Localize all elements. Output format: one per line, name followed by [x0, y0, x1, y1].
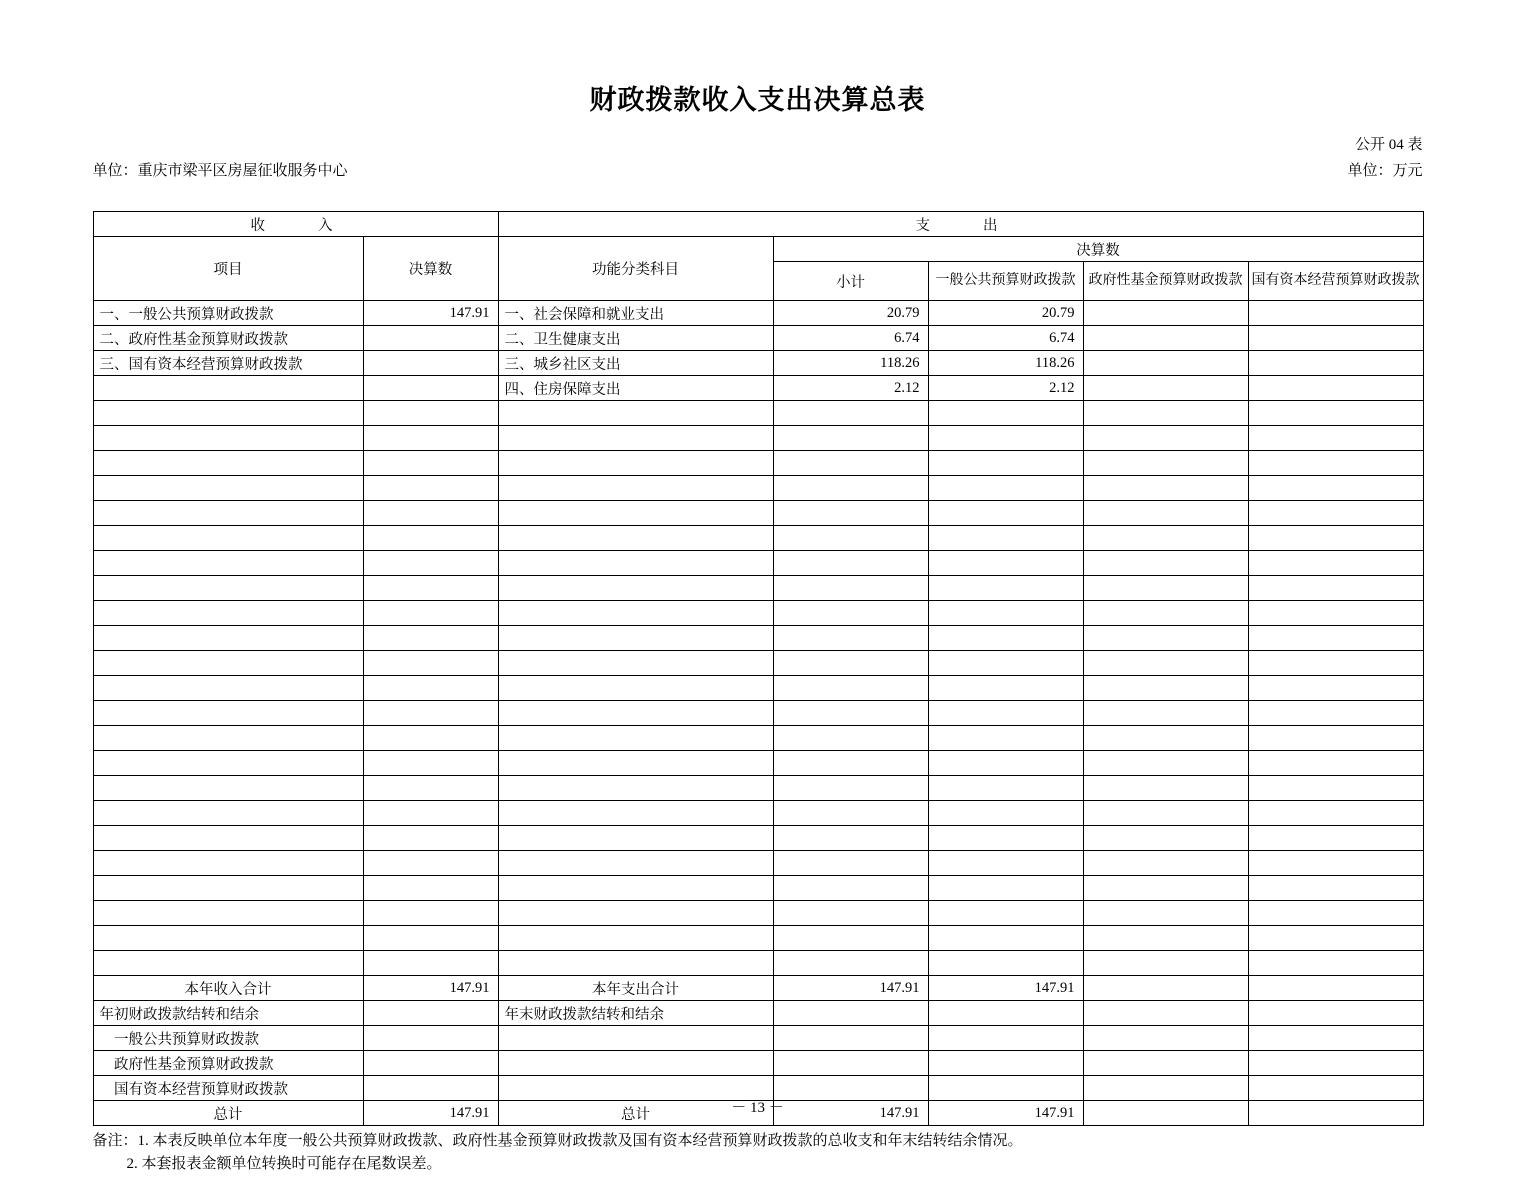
- blank-cell: [363, 501, 498, 526]
- grand-total-general: 147.91: [928, 1101, 1083, 1126]
- blank-cell: [93, 701, 363, 726]
- blank-cell: [498, 676, 773, 701]
- carryover-subtotal: [773, 1001, 928, 1026]
- carryover-income-label: 年初财政拨款结转和结余: [93, 1001, 363, 1026]
- blank-cell: [93, 776, 363, 801]
- blank-cell: [1248, 926, 1423, 951]
- table-notes: [93, 1130, 1423, 1177]
- unit-amount: 单位：万元: [1347, 163, 1423, 179]
- blank-cell: [928, 601, 1083, 626]
- blank-cell: [1248, 451, 1423, 476]
- blank-cell: [498, 901, 773, 926]
- table-row-blank: [93, 726, 1423, 751]
- blank-cell: [498, 801, 773, 826]
- carryover-fund: [1083, 1026, 1248, 1051]
- blank-cell: [928, 451, 1083, 476]
- carryover-expense-label: 年末财政拨款结转和结余: [498, 1001, 773, 1026]
- blank-cell: [1248, 701, 1423, 726]
- blank-cell: [1083, 576, 1248, 601]
- expense-capital: [1248, 301, 1423, 326]
- blank-cell: [363, 651, 498, 676]
- blank-cell: [93, 601, 363, 626]
- blank-cell: [773, 751, 928, 776]
- income-total-label: 本年收入合计: [93, 976, 363, 1001]
- blank-cell: [1083, 676, 1248, 701]
- blank-cell: [498, 826, 773, 851]
- table-row-blank: [93, 576, 1423, 601]
- expense-subtotal: 118.26: [773, 351, 928, 376]
- blank-cell: [928, 501, 1083, 526]
- blank-cell: [928, 651, 1083, 676]
- blank-cell: [928, 901, 1083, 926]
- table-row-blank: [93, 451, 1423, 476]
- expense-item: 四、住房保障支出: [498, 376, 773, 401]
- document-page: [0, 78, 1515, 1173]
- blank-cell: [363, 551, 498, 576]
- blank-cell: [498, 726, 773, 751]
- blank-cell: [1083, 926, 1248, 951]
- blank-cell: [1083, 651, 1248, 676]
- blank-cell: [498, 951, 773, 976]
- table-row-subheader-1: [93, 237, 1423, 262]
- carryover-capital: [1248, 1001, 1423, 1026]
- blank-cell: [363, 576, 498, 601]
- blank-cell: [93, 651, 363, 676]
- header-general-public: 一般公共预算财政拨款: [928, 262, 1083, 301]
- blank-cell: [363, 676, 498, 701]
- table-row-blank: [93, 476, 1423, 501]
- blank-cell: [363, 601, 498, 626]
- blank-cell: [93, 826, 363, 851]
- blank-cell: [1248, 626, 1423, 651]
- expense-subtotal: 6.74: [773, 326, 928, 351]
- blank-cell: [498, 601, 773, 626]
- blank-cell: [773, 576, 928, 601]
- expense-capital: [1248, 351, 1423, 376]
- table-row-blank: [93, 501, 1423, 526]
- page-number: － 13 －: [731, 1100, 784, 1116]
- blank-cell: [93, 801, 363, 826]
- blank-cell: [1083, 551, 1248, 576]
- header-expense-group: 支 出: [498, 212, 1423, 237]
- blank-cell: [928, 676, 1083, 701]
- table-row-blank: [93, 901, 1423, 926]
- blank-cell: [363, 826, 498, 851]
- blank-cell: [773, 451, 928, 476]
- blank-cell: [1248, 601, 1423, 626]
- blank-cell: [928, 401, 1083, 426]
- blank-cell: [773, 401, 928, 426]
- blank-cell: [1083, 501, 1248, 526]
- expense-fund: [1083, 376, 1248, 401]
- blank-cell: [1248, 801, 1423, 826]
- grand-total-income-value: 147.91: [363, 1101, 498, 1126]
- blank-cell: [928, 876, 1083, 901]
- blank-cell: [928, 551, 1083, 576]
- blank-cell: [498, 426, 773, 451]
- table-row-blank: [93, 626, 1423, 651]
- income-item: 二、政府性基金预算财政拨款: [93, 326, 363, 351]
- income-item: [93, 376, 363, 401]
- table-row-blank: [93, 751, 1423, 776]
- table-row-blank: [93, 651, 1423, 676]
- expense-total-general: 147.91: [928, 976, 1083, 1001]
- table-row-blank: [93, 551, 1423, 576]
- blank-cell: [1248, 776, 1423, 801]
- carryover-income-value: [363, 1026, 498, 1051]
- blank-cell: [93, 451, 363, 476]
- blank-cell: [928, 776, 1083, 801]
- expense-fund: [1083, 301, 1248, 326]
- carryover-income-label: 政府性基金预算财政拨款: [93, 1051, 363, 1076]
- expense-fund: [1083, 351, 1248, 376]
- income-value: [363, 351, 498, 376]
- blank-cell: [1083, 876, 1248, 901]
- blank-cell: [363, 926, 498, 951]
- blank-cell: [773, 701, 928, 726]
- blank-cell: [928, 851, 1083, 876]
- table-row-summary: [93, 976, 1423, 1001]
- expense-total-fund: [1083, 976, 1248, 1001]
- table-row-carryover: [93, 1001, 1423, 1026]
- blank-cell: [773, 926, 928, 951]
- blank-cell: [773, 676, 928, 701]
- blank-cell: [363, 901, 498, 926]
- carryover-subtotal: [773, 1026, 928, 1051]
- table-row: [93, 376, 1423, 401]
- carryover-expense-label: [498, 1051, 773, 1076]
- expense-subtotal: 2.12: [773, 376, 928, 401]
- income-value: 147.91: [363, 301, 498, 326]
- blank-cell: [773, 501, 928, 526]
- blank-cell: [498, 451, 773, 476]
- blank-cell: [363, 726, 498, 751]
- header-state-capital: 国有资本经营预算财政拨款: [1248, 262, 1423, 301]
- unit-name: 单位：重庆市梁平区房屋征收服务中心: [92, 163, 348, 179]
- blank-cell: [498, 776, 773, 801]
- blank-cell: [928, 826, 1083, 851]
- note-line-2: 2. 本套报表金额单位转换时可能存在尾数误差。: [126, 1156, 442, 1173]
- blank-cell: [928, 701, 1083, 726]
- blank-cell: [773, 426, 928, 451]
- carryover-general: [928, 1026, 1083, 1051]
- blank-cell: [1083, 851, 1248, 876]
- blank-cell: [1083, 726, 1248, 751]
- blank-cell: [1248, 726, 1423, 751]
- blank-cell: [93, 426, 363, 451]
- header-gov-fund: 政府性基金预算财政拨款: [1083, 262, 1248, 301]
- blank-cell: [1248, 551, 1423, 576]
- table-row-blank: [93, 951, 1423, 976]
- table-row-group-header: [93, 212, 1423, 237]
- blank-cell: [928, 926, 1083, 951]
- header-final-total: 决算数: [773, 237, 1423, 262]
- blank-cell: [363, 526, 498, 551]
- blank-cell: [928, 526, 1083, 551]
- income-value: [363, 376, 498, 401]
- blank-cell: [498, 701, 773, 726]
- carryover-capital: [1248, 1026, 1423, 1051]
- blank-cell: [363, 701, 498, 726]
- table-row-blank: [93, 426, 1423, 451]
- header-income-final: 决算数: [363, 237, 498, 301]
- blank-cell: [498, 876, 773, 901]
- blank-cell: [93, 726, 363, 751]
- blank-cell: [773, 901, 928, 926]
- blank-cell: [498, 551, 773, 576]
- income-item: 三、国有资本经营预算财政拨款: [93, 351, 363, 376]
- carryover-income-value: [363, 1001, 498, 1026]
- expense-general: 20.79: [928, 301, 1083, 326]
- table-row-blank: [93, 676, 1423, 701]
- grand-total-subtotal: 147.91: [773, 1101, 928, 1126]
- carryover-expense-label: [498, 1026, 773, 1051]
- blank-cell: [1248, 576, 1423, 601]
- financial-table: [93, 211, 1424, 1126]
- carryover-income-value: [363, 1051, 498, 1076]
- table-row-blank: [93, 601, 1423, 626]
- blank-cell: [1083, 601, 1248, 626]
- blank-cell: [498, 926, 773, 951]
- blank-cell: [928, 951, 1083, 976]
- blank-cell: [93, 926, 363, 951]
- table-row-blank: [93, 701, 1423, 726]
- blank-cell: [1248, 526, 1423, 551]
- blank-cell: [1248, 651, 1423, 676]
- blank-cell: [93, 551, 363, 576]
- expense-total-subtotal: 147.91: [773, 976, 928, 1001]
- grand-total-expense-label: 总计: [498, 1101, 773, 1126]
- header-income-group: 收 入: [93, 212, 498, 237]
- blank-cell: [1083, 751, 1248, 776]
- blank-cell: [363, 851, 498, 876]
- carryover-capital: [1248, 1051, 1423, 1076]
- expense-subtotal: 20.79: [773, 301, 928, 326]
- blank-cell: [773, 526, 928, 551]
- expense-fund: [1083, 326, 1248, 351]
- blank-cell: [928, 751, 1083, 776]
- blank-cell: [928, 476, 1083, 501]
- blank-cell: [928, 801, 1083, 826]
- blank-cell: [93, 526, 363, 551]
- blank-cell: [498, 526, 773, 551]
- table-row-blank: [93, 851, 1423, 876]
- blank-cell: [1083, 826, 1248, 851]
- table-row-blank: [93, 776, 1423, 801]
- expense-capital: [1248, 376, 1423, 401]
- header-income-item: 项目: [93, 237, 363, 301]
- blank-cell: [1248, 476, 1423, 501]
- carryover-general: [928, 1051, 1083, 1076]
- blank-cell: [1083, 451, 1248, 476]
- blank-cell: [1248, 951, 1423, 976]
- blank-cell: [773, 876, 928, 901]
- blank-cell: [1083, 476, 1248, 501]
- table-row-blank: [93, 926, 1423, 951]
- blank-cell: [498, 576, 773, 601]
- header-subtotal: 小计: [773, 262, 928, 301]
- carryover-income-label: 一般公共预算财政拨款: [93, 1026, 363, 1051]
- blank-cell: [93, 401, 363, 426]
- grand-total-income-label: 总计: [93, 1101, 363, 1126]
- carryover-income-label: 国有资本经营预算财政拨款: [93, 1076, 363, 1101]
- blank-cell: [1083, 701, 1248, 726]
- blank-cell: [773, 651, 928, 676]
- blank-cell: [773, 851, 928, 876]
- blank-cell: [928, 726, 1083, 751]
- carryover-general: [928, 1001, 1083, 1026]
- blank-cell: [498, 651, 773, 676]
- blank-cell: [773, 476, 928, 501]
- blank-cell: [1248, 501, 1423, 526]
- blank-cell: [1248, 851, 1423, 876]
- document-meta: [92, 117, 1423, 179]
- blank-cell: [363, 426, 498, 451]
- table-row-carryover: [93, 1026, 1423, 1051]
- blank-cell: [1083, 426, 1248, 451]
- blank-cell: [498, 401, 773, 426]
- carryover-fund: [1083, 1001, 1248, 1026]
- table-row: [93, 326, 1423, 351]
- blank-cell: [1083, 801, 1248, 826]
- blank-cell: [773, 626, 928, 651]
- blank-cell: [93, 576, 363, 601]
- blank-cell: [363, 776, 498, 801]
- table-row-blank: [93, 876, 1423, 901]
- expense-capital: [1248, 326, 1423, 351]
- carryover-fund: [1083, 1051, 1248, 1076]
- blank-cell: [363, 751, 498, 776]
- form-code: 公开 04 表: [1354, 137, 1423, 153]
- table-row-blank: [93, 826, 1423, 851]
- blank-cell: [363, 401, 498, 426]
- blank-cell: [498, 626, 773, 651]
- blank-cell: [93, 501, 363, 526]
- blank-cell: [1248, 426, 1423, 451]
- income-value: [363, 326, 498, 351]
- expense-total-capital: [1248, 976, 1423, 1001]
- blank-cell: [1083, 776, 1248, 801]
- blank-cell: [928, 426, 1083, 451]
- carryover-subtotal: [773, 1051, 928, 1076]
- blank-cell: [773, 801, 928, 826]
- blank-cell: [1248, 401, 1423, 426]
- blank-cell: [1083, 401, 1248, 426]
- blank-cell: [498, 501, 773, 526]
- blank-cell: [1083, 626, 1248, 651]
- blank-cell: [498, 851, 773, 876]
- blank-cell: [93, 676, 363, 701]
- blank-cell: [498, 476, 773, 501]
- blank-cell: [1248, 826, 1423, 851]
- blank-cell: [1248, 901, 1423, 926]
- income-item: 一、一般公共预算财政拨款: [93, 301, 363, 326]
- blank-cell: [773, 726, 928, 751]
- blank-cell: [773, 951, 928, 976]
- blank-cell: [1248, 676, 1423, 701]
- blank-cell: [363, 626, 498, 651]
- blank-cell: [93, 876, 363, 901]
- financial-table-wrapper: [93, 211, 1423, 1126]
- blank-cell: [1248, 751, 1423, 776]
- expense-item: 一、社会保障和就业支出: [498, 301, 773, 326]
- blank-cell: [363, 476, 498, 501]
- page-title: 财政拨款收入支出决算总表: [589, 85, 926, 115]
- blank-cell: [773, 601, 928, 626]
- income-total-value: 147.91: [363, 976, 498, 1001]
- expense-item: 三、城乡社区支出: [498, 351, 773, 376]
- blank-cell: [93, 626, 363, 651]
- blank-cell: [363, 801, 498, 826]
- table-row: [93, 301, 1423, 326]
- expense-general: 2.12: [928, 376, 1083, 401]
- blank-cell: [363, 451, 498, 476]
- blank-cell: [498, 751, 773, 776]
- blank-cell: [773, 776, 928, 801]
- expense-general: 118.26: [928, 351, 1083, 376]
- expense-general: 6.74: [928, 326, 1083, 351]
- blank-cell: [1248, 876, 1423, 901]
- table-row-blank: [93, 526, 1423, 551]
- blank-cell: [93, 476, 363, 501]
- blank-cell: [1083, 901, 1248, 926]
- table-row-blank: [93, 401, 1423, 426]
- blank-cell: [363, 951, 498, 976]
- blank-cell: [928, 626, 1083, 651]
- blank-cell: [93, 751, 363, 776]
- blank-cell: [928, 576, 1083, 601]
- blank-cell: [93, 901, 363, 926]
- blank-cell: [1083, 951, 1248, 976]
- expense-item: 二、卫生健康支出: [498, 326, 773, 351]
- expense-total-label: 本年支出合计: [498, 976, 773, 1001]
- blank-cell: [1083, 526, 1248, 551]
- blank-cell: [93, 951, 363, 976]
- blank-cell: [773, 826, 928, 851]
- table-row: [93, 351, 1423, 376]
- blank-cell: [363, 876, 498, 901]
- header-func-subject: 功能分类科目: [498, 237, 773, 301]
- blank-cell: [773, 551, 928, 576]
- blank-cell: [93, 851, 363, 876]
- table-row-blank: [93, 801, 1423, 826]
- note-line-1: 备注：1. 本表反映单位本年度一般公共预算财政拨款、政府性基金预算财政拨款及国有资本经营预算财政拨款的总收支和年末结转结余情况。: [92, 1133, 1023, 1149]
- table-row-carryover: [93, 1051, 1423, 1076]
